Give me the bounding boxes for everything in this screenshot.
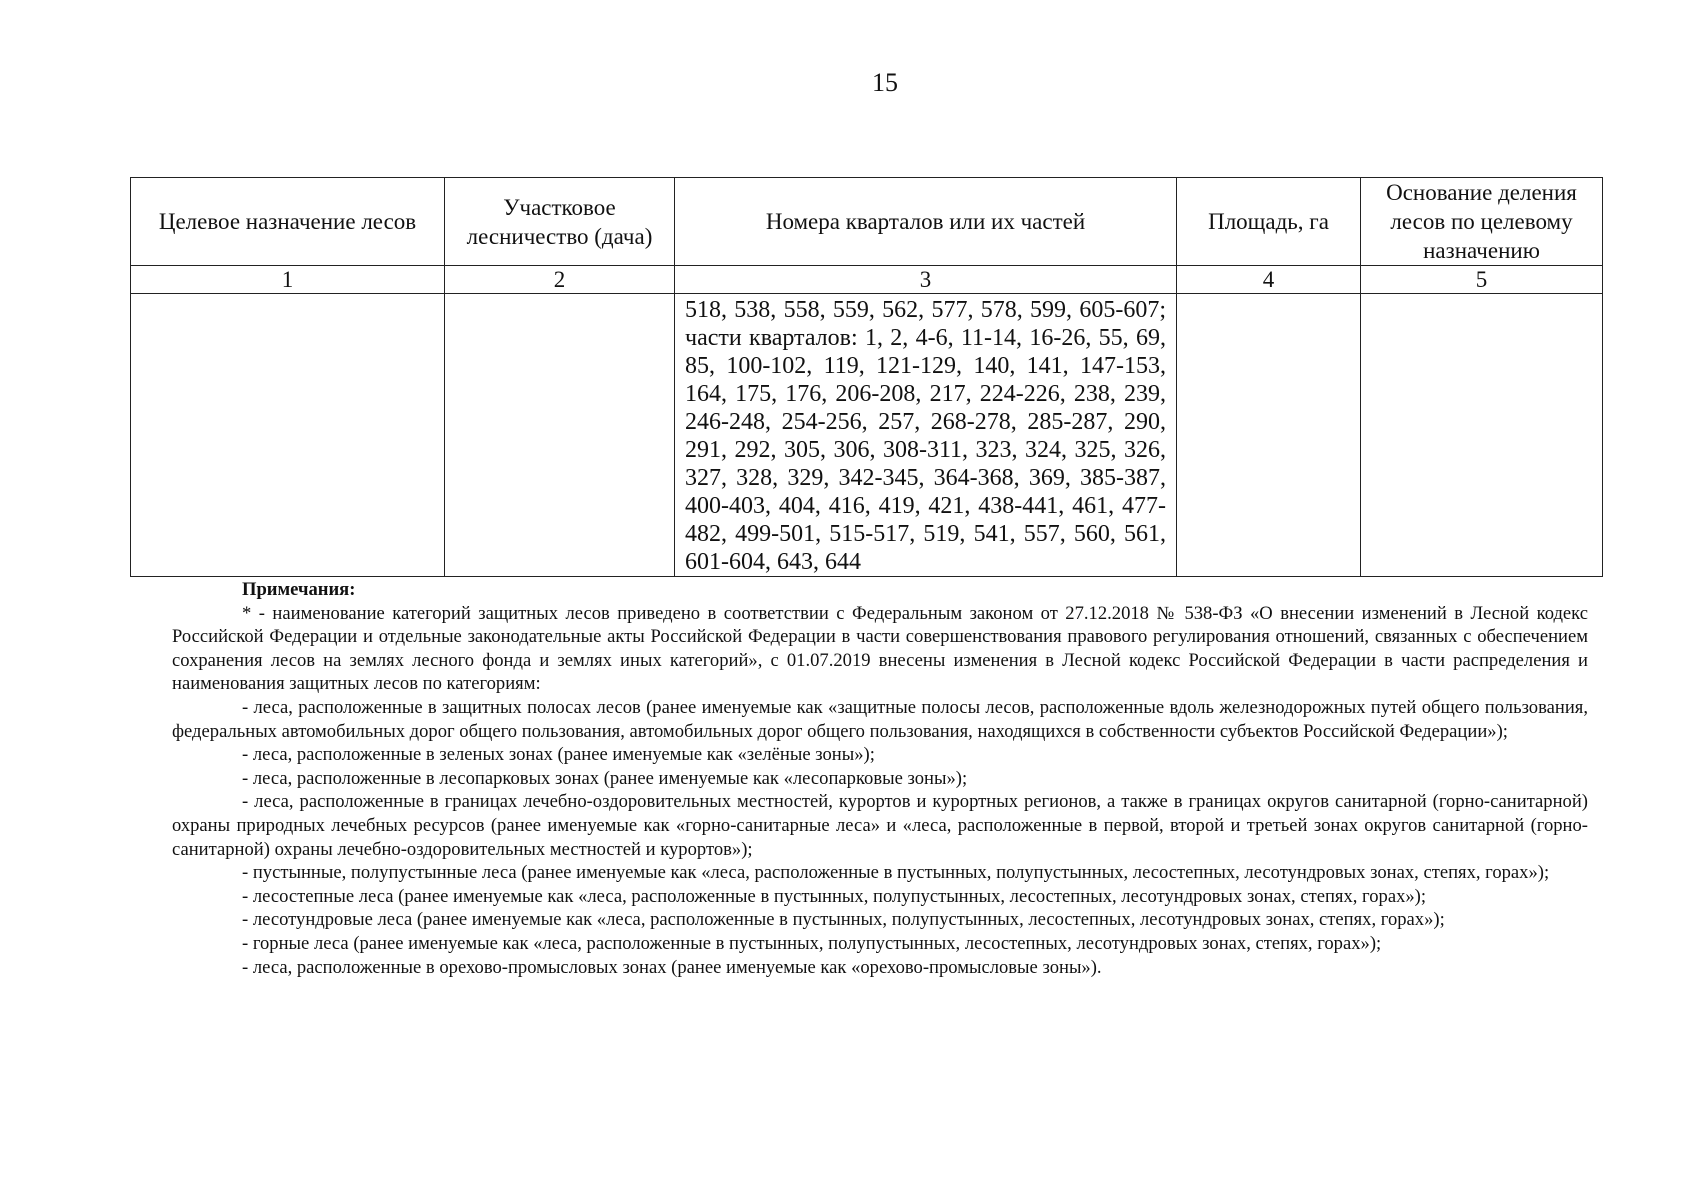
quarters-text <box>675 294 1176 576</box>
cell-area <box>1177 294 1361 577</box>
column-number-row <box>131 266 1603 294</box>
quarters-line: 601-604, 643, 644 <box>685 549 861 575</box>
note-paragraph: - пустынные, полупустынные леса (ранее именуемые как «леса, расположенные в пустынных, полупустынных, лесостепных, лесотундровых зонах, степях, горах»); <box>242 862 1550 884</box>
page-number: 15 <box>872 68 898 97</box>
note-paragraph: - леса, расположенные в границах лечебно-оздоровительных местностей, курортов и курортных регионов, а также в границах округов санитарной (горно-санитарной) охраны природных лечебных ресурсов (ранее именуемые как «горно-санитарные леса» и «леса, расположенные в первой, второй и третьей зонах округов санитарной (горно-санитарной) охраны лечебно-оздоровительных местностей и курортов»); <box>172 791 1588 860</box>
column-number-1: 1 <box>131 266 445 294</box>
quarters-line: 164, 175, 176, 206-208, 217, 224-226, 238, 239, <box>685 381 1166 407</box>
note-paragraph: - леса, расположенные в зеленых зонах (ранее именуемые как «зелёные зоны»); <box>242 744 875 766</box>
quarters-line: 482, 499-501, 515-517, 519, 541, 557, 560, 561, <box>685 521 1166 547</box>
table-header-row <box>131 178 1603 266</box>
note-paragraph: - леса, расположенные в орехово-промысловых зонах (ранее именуемые как «орехово-промысловые зоны»). <box>242 956 1102 978</box>
cell-basis <box>1361 294 1603 577</box>
quarters-line: 518, 538, 558, 559, 562, 577, 578, 599, 605-607; <box>685 297 1166 323</box>
table-row <box>131 294 1603 577</box>
forest-table <box>130 177 1603 577</box>
cell-purpose <box>131 294 445 577</box>
column-number-5: 5 <box>1361 266 1603 294</box>
column-number-2: 2 <box>445 266 675 294</box>
header-area: Площадь, га <box>1177 178 1361 266</box>
note-paragraph: - лесостепные леса (ранее именуемые как «леса, расположенные в пустынных, полупустынных, лесостепных, лесотундровых зонах, степях, горах»); <box>242 885 1427 907</box>
note-paragraph: - леса, расположенные в защитных полосах лесов (ранее именуемые как «защитные полосы лесов, расположенные вдоль железнодорожных путей общего пользования, федеральных автомобильных дорог общего пользования, автомобильных дорог общего пользования, находящихся в собственности субъектов Российской Федерации»); <box>172 696 1588 742</box>
quarters-line: 85, 100-102, 119, 121-129, 140, 141, 147-153, <box>685 353 1166 379</box>
note-paragraph: - леса, расположенные в лесопарковых зонах (ранее именуемые как «лесопарковые зоны»); <box>242 767 968 789</box>
quarters-line: 400-403, 404, 416, 419, 421, 438-441, 461, 477- <box>685 493 1166 519</box>
quarters-line: 246-248, 254-256, 257, 268-278, 285-287, 290, <box>685 409 1166 435</box>
header-forestry: Участковое лесничество (дача) <box>445 178 675 266</box>
notes-section <box>172 578 1588 979</box>
quarters-line: части кварталов: 1, 2, 4-6, 11-14, 16-26, 55, 69, <box>685 325 1166 351</box>
cell-forestry <box>445 294 675 577</box>
header-quarters: Номера кварталов или их частей <box>675 178 1177 266</box>
column-number-4: 4 <box>1177 266 1361 294</box>
column-number-3: 3 <box>675 266 1177 294</box>
note-paragraph: * - наименование категорий защитных лесов приведено в соответствии с Федеральным законом от 27.12.2018 № 538-ФЗ «О внесении изменений в Лесной кодекс Российской Федерации и отдельные законодательные акты Российской Федерации в части совершенствования правового регулирования отношений, связанных с обеспечением сохранения лесов на землях лесного фонда и землях иных категорий», с 01.07.2019 внесены изменения в Лесной кодекс Российской Федерации в части распределения и наименования защитных лесов по категориям: <box>172 602 1588 695</box>
quarters-line: 327, 328, 329, 342-345, 364-368, 369, 385-387, <box>685 465 1166 491</box>
header-purpose: Целевое назначение лесов <box>131 178 445 266</box>
cell-quarters <box>675 294 1177 577</box>
header-basis: Основание деления лесов по целевому назначению <box>1361 178 1603 266</box>
note-paragraph: - лесотундровые леса (ранее именуемые как «леса, расположенные в пустынных, полупустынных, лесостепных, лесотундровых зонах, степях, горах»); <box>242 909 1445 931</box>
notes-title: Примечания: <box>242 579 356 600</box>
quarters-line: 291, 292, 305, 306, 308-311, 323, 324, 325, 326, <box>685 437 1166 463</box>
note-paragraph: - горные леса (ранее именуемые как «леса, расположенные в пустынных, полупустынных, лесостепных, лесотундровых зонах, степях, горах»); <box>242 932 1382 954</box>
